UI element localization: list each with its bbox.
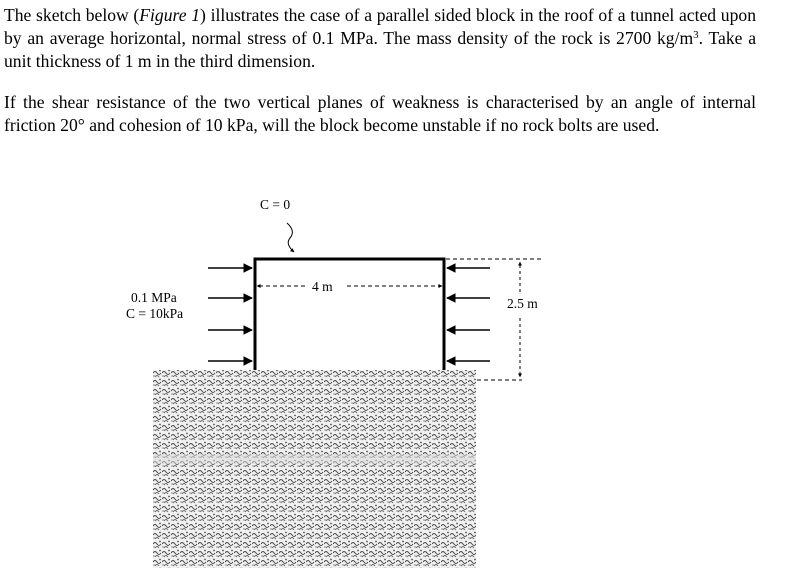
p1-text-c: . Take a unit thickness of 1 m in the third dimension.	[4, 28, 756, 71]
side-cohesion-label: C = 10kPa	[126, 306, 184, 321]
cubic-superscript: 3	[693, 29, 699, 41]
rock-mass-hatch	[153, 370, 476, 568]
stress-label: 0.1 MPa	[131, 290, 177, 305]
p1-text-a: The sketch below (	[4, 5, 140, 25]
left-stress-arrows	[208, 268, 252, 361]
p1-text-b: ) illustrates the case of a parallel sided block in the roof of a tunnel acted upon by an average horizontal, normal stress of 0.1 MPa. The mass density of the rock is 2700 kg/m	[4, 5, 756, 48]
top-cohesion-label: C = 0	[260, 197, 291, 212]
rock-band	[153, 454, 476, 464]
right-stress-arrows	[447, 268, 490, 361]
figure-reference: Figure 1	[139, 5, 201, 25]
rock-block-outline	[255, 259, 444, 370]
height-label: 2.5 m	[507, 296, 538, 311]
problem-statement-paragraph-2: If the shear resistance of the two vertical planes of weakness is characterised by an angle of internal friction 20° and cohesion of 10 kPa, will the block become unstable if no rock bolts are used.	[4, 92, 756, 135]
width-label: 4 m	[312, 279, 333, 294]
cohesion-pointer-icon	[287, 223, 294, 252]
